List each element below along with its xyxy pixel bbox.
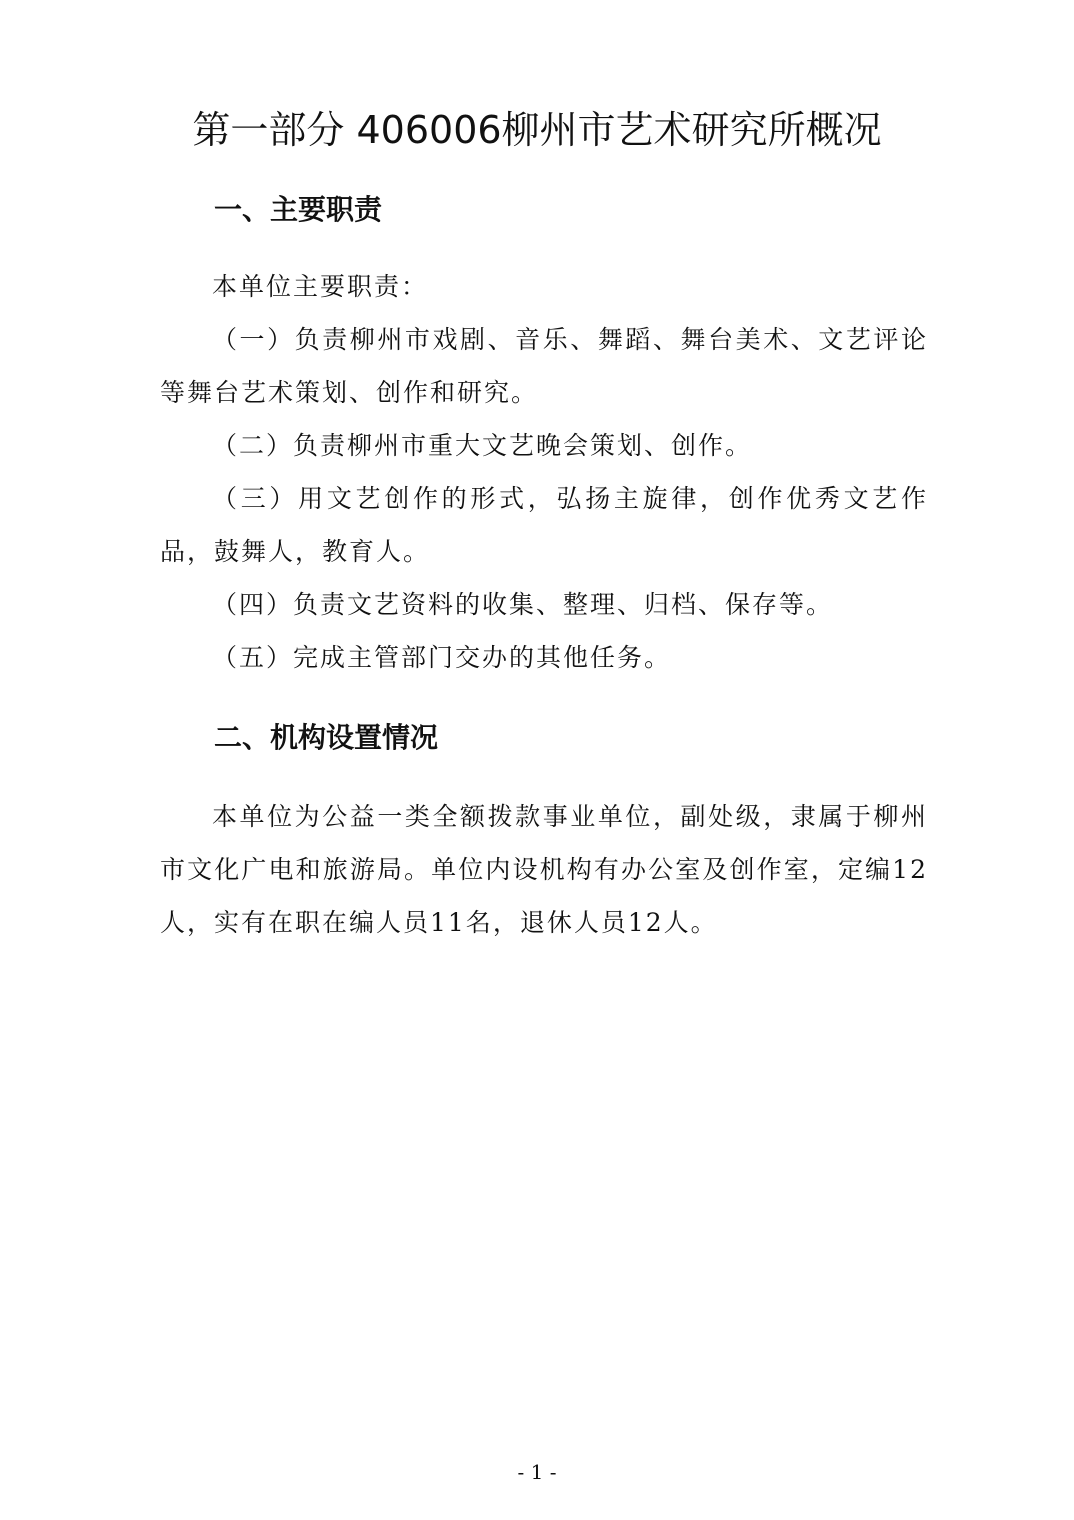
document-title: 第一部分 406006柳州市艺术研究所概况 [192,108,882,152]
page-number: - 1 - [517,1460,557,1484]
duty-item: （五）完成主管部门交办的其他任务。 [212,643,672,672]
duties-list [160,313,928,684]
duties-intro: 本单位主要职责： [212,272,429,301]
duty-item: （三）用文艺创作的形式，弘扬主旋律，创作优秀文艺作品，鼓舞人，教育人。 [160,484,928,566]
duty-item: （二）负责柳州市重大文艺晚会策划、创作。 [212,431,753,460]
duty-item: （四）负责文艺资料的收集、整理、归档、保存等。 [212,590,834,619]
section-heading-organization: 二、机构设置情况 [214,721,439,754]
organization-paragraph: 本单位为公益一类全额拨款事业单位，副处级，隶属于柳州市文化广电和旅游局。单位内设机构有办公室及创作室，定编12人，实有在职在编人员11名，退休人员12人。 [160,802,928,937]
section-heading-duties: 一、主要职责 [214,193,383,226]
duty-item: （一）负责柳州市戏剧、音乐、舞蹈、舞台美术、文艺评论等舞台艺术策划、创作和研究。 [160,325,928,407]
